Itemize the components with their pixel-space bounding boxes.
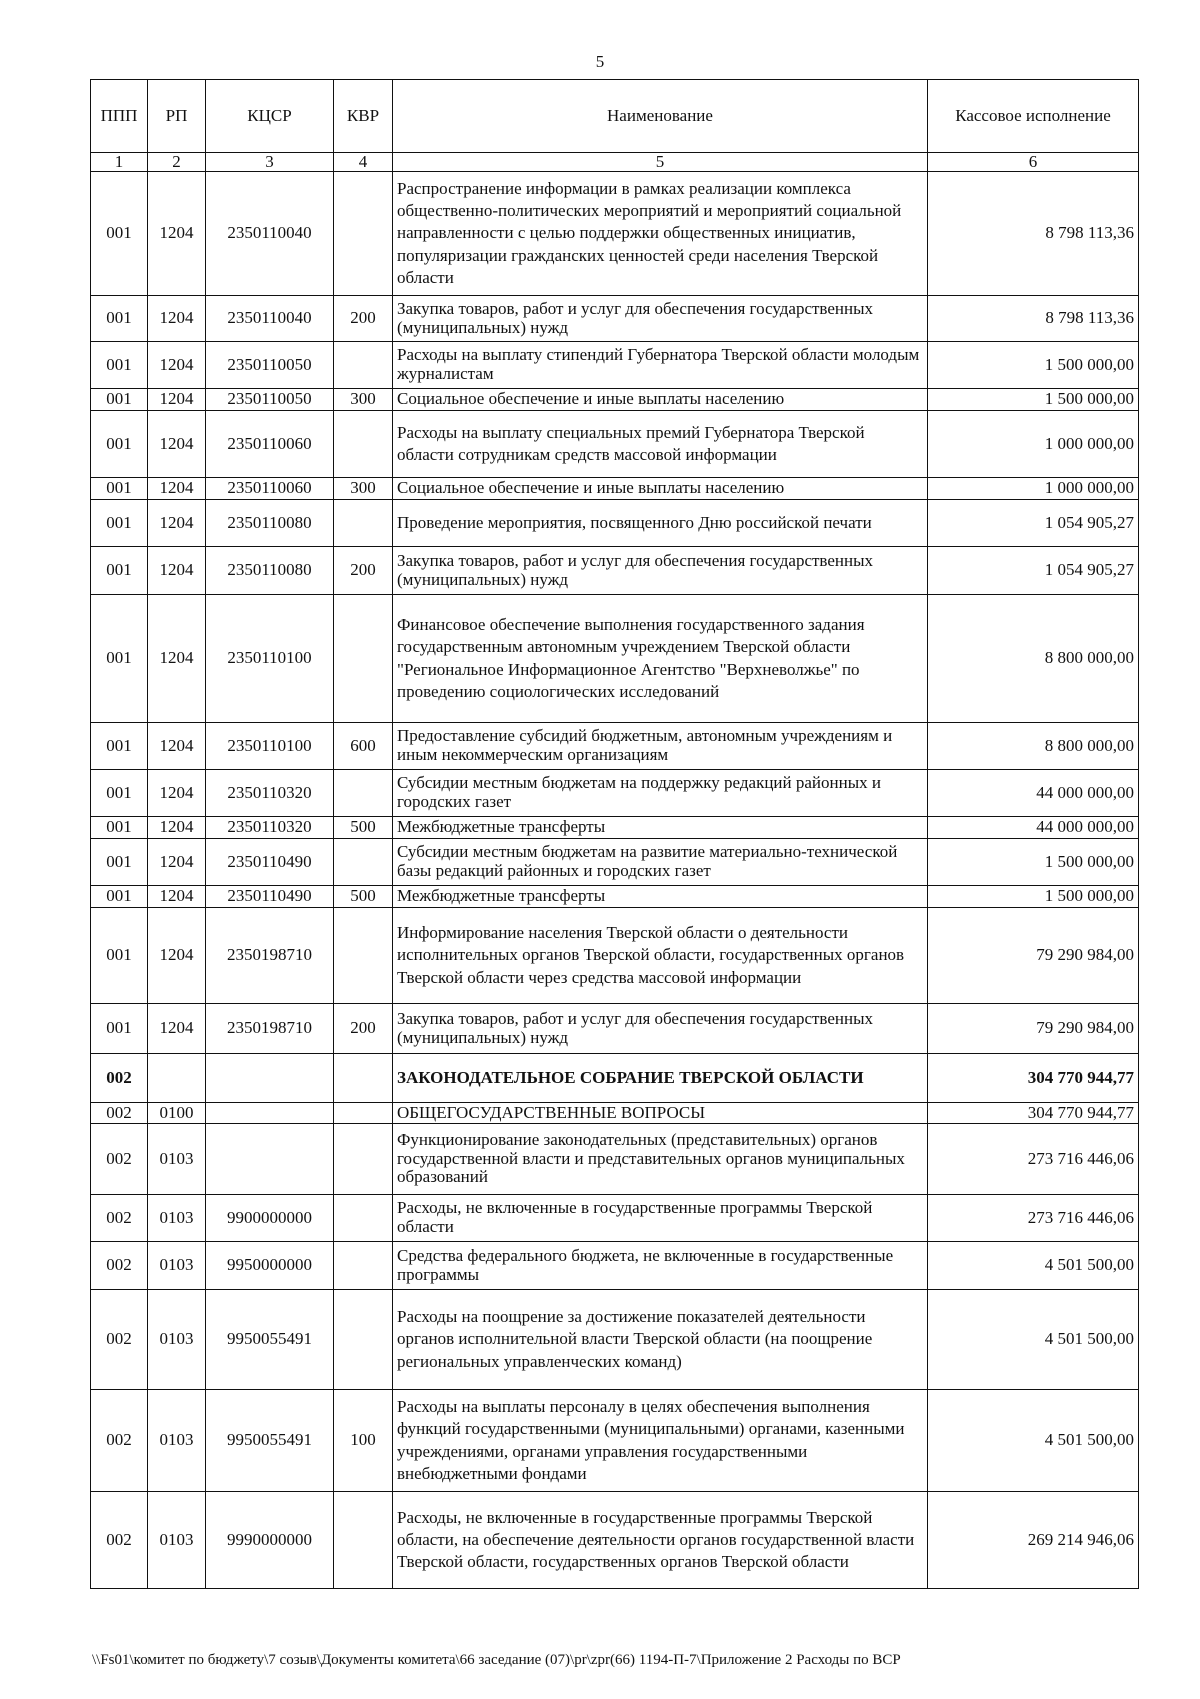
- cell-amount: 4 501 500,00: [928, 1390, 1139, 1492]
- cell-ppp: 001: [91, 1004, 148, 1054]
- cell-rp: 1204: [148, 839, 206, 886]
- table-row: [91, 595, 1139, 723]
- cell-name: Расходы на выплату стипендий Губернатора Тверской области молодым журналистам: [393, 342, 928, 389]
- cell-kvr: 200: [334, 296, 393, 342]
- header-amount: Кассовое исполнение: [928, 80, 1139, 153]
- cell-rp: 1204: [148, 1004, 206, 1054]
- cell-ppp: 001: [91, 723, 148, 770]
- cell-kcsr: 2350198710: [206, 908, 334, 1004]
- cell-kcsr: 2350110100: [206, 595, 334, 723]
- table-row: [91, 1390, 1139, 1492]
- cell-kvr: 600: [334, 723, 393, 770]
- table-row: [91, 1195, 1139, 1242]
- cell-amount: 1 000 000,00: [928, 478, 1139, 500]
- cell-kcsr: 2350110060: [206, 411, 334, 478]
- table-row: [91, 839, 1139, 886]
- cell-rp: 1204: [148, 500, 206, 547]
- cell-kcsr: 9900000000: [206, 1195, 334, 1242]
- cell-name: Закупка товаров, работ и услуг для обеспечения государственных (муниципальных) нужд: [393, 296, 928, 342]
- cell-kcsr: 9950055491: [206, 1290, 334, 1390]
- cell-rp: 1204: [148, 770, 206, 817]
- cell-amount: 1 500 000,00: [928, 389, 1139, 411]
- cell-ppp: 001: [91, 172, 148, 296]
- table-row: [91, 1242, 1139, 1290]
- cell-kvr: [334, 172, 393, 296]
- cell-kcsr: [206, 1124, 334, 1195]
- header-ppp: ППП: [91, 80, 148, 153]
- cell-kvr: 500: [334, 886, 393, 908]
- cell-amount: 1 500 000,00: [928, 886, 1139, 908]
- cell-name: Расходы, не включенные в государственные программы Тверской области, на обеспечение деятельности органов государственной власти Тверской области, государственных органов Тверской области: [393, 1492, 928, 1589]
- header-kvr: КВР: [334, 80, 393, 153]
- table-row: [91, 908, 1139, 1004]
- cell-rp: 1204: [148, 595, 206, 723]
- cell-ppp: 002: [91, 1390, 148, 1492]
- table-row: [91, 886, 1139, 908]
- cell-kcsr: 2350110050: [206, 342, 334, 389]
- cell-kvr: 300: [334, 389, 393, 411]
- cell-kcsr: 2350110080: [206, 547, 334, 595]
- cell-name: Расходы, не включенные в государственные программы Тверской области: [393, 1195, 928, 1242]
- index-cell: 3: [206, 153, 334, 172]
- cell-kvr: 300: [334, 478, 393, 500]
- cell-kvr: [334, 1103, 393, 1124]
- table-row: [91, 1124, 1139, 1195]
- cell-kcsr: 2350110050: [206, 389, 334, 411]
- cell-amount: 304 770 944,77: [928, 1054, 1139, 1103]
- table-row: [91, 817, 1139, 839]
- cell-kvr: 500: [334, 817, 393, 839]
- cell-ppp: 001: [91, 342, 148, 389]
- cell-rp: 1204: [148, 817, 206, 839]
- cell-rp: 0103: [148, 1390, 206, 1492]
- cell-kvr: [334, 1492, 393, 1589]
- cell-ppp: 002: [91, 1124, 148, 1195]
- cell-amount: 4 501 500,00: [928, 1242, 1139, 1290]
- cell-name: Функционирование законодательных (представительных) органов государственной власти и представительных органов муниципальных образований: [393, 1124, 928, 1195]
- header-name: Наименование: [393, 80, 928, 153]
- index-cell: 1: [91, 153, 148, 172]
- cell-ppp: 002: [91, 1054, 148, 1103]
- column-index-row: [91, 153, 1139, 172]
- cell-rp: 0103: [148, 1492, 206, 1589]
- cell-amount: 79 290 984,00: [928, 908, 1139, 1004]
- cell-kcsr: 2350110490: [206, 839, 334, 886]
- cell-name: Субсидии местным бюджетам на поддержку редакций районных и городских газет: [393, 770, 928, 817]
- cell-amount: 1 000 000,00: [928, 411, 1139, 478]
- cell-ppp: 002: [91, 1290, 148, 1390]
- cell-kcsr: 2350110060: [206, 478, 334, 500]
- cell-rp: [148, 1054, 206, 1103]
- cell-amount: 1 054 905,27: [928, 500, 1139, 547]
- cell-name: Расходы на выплату специальных премий Губернатора Тверской области сотрудникам средств массовой информации: [393, 411, 928, 478]
- index-cell: 5: [393, 153, 928, 172]
- table-row: [91, 1103, 1139, 1124]
- cell-ppp: 001: [91, 500, 148, 547]
- cell-kcsr: 2350110490: [206, 886, 334, 908]
- cell-name: Предоставление субсидий бюджетным, автономным учреждениям и иным некоммерческим организациям: [393, 723, 928, 770]
- cell-name: Закупка товаров, работ и услуг для обеспечения государственных (муниципальных) нужд: [393, 547, 928, 595]
- cell-ppp: 001: [91, 908, 148, 1004]
- cell-amount: 304 770 944,77: [928, 1103, 1139, 1124]
- cell-name: Закупка товаров, работ и услуг для обеспечения государственных (муниципальных) нужд: [393, 1004, 928, 1054]
- cell-rp: 1204: [148, 908, 206, 1004]
- cell-kcsr: [206, 1054, 334, 1103]
- cell-ppp: 001: [91, 547, 148, 595]
- cell-name: Субсидии местным бюджетам на развитие материально-технической базы редакций районных и городских газет: [393, 839, 928, 886]
- table-row: [91, 547, 1139, 595]
- table-row: [91, 342, 1139, 389]
- cell-rp: 1204: [148, 389, 206, 411]
- cell-ppp: 001: [91, 817, 148, 839]
- cell-amount: 79 290 984,00: [928, 1004, 1139, 1054]
- cell-kvr: [334, 342, 393, 389]
- cell-kcsr: 2350198710: [206, 1004, 334, 1054]
- cell-name: Распространение информации в рамках реализации комплекса общественно-политических мероприятий и мероприятий социальной направленности с целью поддержки общественных инициатив, популяризации гражданских ценностей среди населения Тверской области: [393, 172, 928, 296]
- cell-kvr: [334, 1242, 393, 1290]
- cell-ppp: 001: [91, 770, 148, 817]
- cell-name: Проведение мероприятия, посвященного Дню российской печати: [393, 500, 928, 547]
- cell-kvr: [334, 908, 393, 1004]
- cell-rp: 1204: [148, 886, 206, 908]
- cell-amount: 269 214 946,06: [928, 1492, 1139, 1589]
- cell-name: Информирование населения Тверской области о деятельности исполнительных органов Тверской области, государственных органов Тверской области через средства массовой информации: [393, 908, 928, 1004]
- cell-amount: 1 054 905,27: [928, 547, 1139, 595]
- table-row: [91, 723, 1139, 770]
- cell-name: Расходы на поощрение за достижение показателей деятельности органов исполнительной власти Тверской области (на поощрение региональных управленческих команд): [393, 1290, 928, 1390]
- cell-name: Социальное обеспечение и иные выплаты населению: [393, 389, 928, 411]
- cell-ppp: 001: [91, 595, 148, 723]
- cell-kcsr: 2350110320: [206, 817, 334, 839]
- cell-amount: 8 798 113,36: [928, 296, 1139, 342]
- cell-rp: 0103: [148, 1290, 206, 1390]
- cell-kvr: [334, 839, 393, 886]
- cell-kcsr: 2350110320: [206, 770, 334, 817]
- file-path-footer: \\Fs01\комитет по бюджету\7 созыв\Документы комитета\66 заседание (07)\pr\zpr(66) 1194-П-7\Приложение 2 Расходы по ВСР: [92, 1652, 901, 1668]
- cell-kvr: 100: [334, 1390, 393, 1492]
- cell-name: Социальное обеспечение и иные выплаты населению: [393, 478, 928, 500]
- cell-amount: 44 000 000,00: [928, 817, 1139, 839]
- table-row: [91, 478, 1139, 500]
- cell-rp: 1204: [148, 342, 206, 389]
- cell-rp: 0100: [148, 1103, 206, 1124]
- cell-amount: 44 000 000,00: [928, 770, 1139, 817]
- cell-kvr: [334, 770, 393, 817]
- cell-rp: 0103: [148, 1242, 206, 1290]
- table-row: [91, 389, 1139, 411]
- cell-amount: 8 798 113,36: [928, 172, 1139, 296]
- cell-kvr: [334, 411, 393, 478]
- cell-ppp: 001: [91, 389, 148, 411]
- page-number: 5: [595, 52, 605, 71]
- table-row: [91, 1054, 1139, 1103]
- header-row: [91, 80, 1139, 153]
- header-rp: РП: [148, 80, 206, 153]
- cell-kvr: [334, 1054, 393, 1103]
- cell-kcsr: 9950055491: [206, 1390, 334, 1492]
- cell-kvr: [334, 1195, 393, 1242]
- index-cell: 2: [148, 153, 206, 172]
- cell-ppp: 002: [91, 1492, 148, 1589]
- cell-kcsr: 9990000000: [206, 1492, 334, 1589]
- cell-amount: 4 501 500,00: [928, 1290, 1139, 1390]
- cell-amount: 273 716 446,06: [928, 1195, 1139, 1242]
- index-cell: 4: [334, 153, 393, 172]
- table-row: [91, 172, 1139, 296]
- table-row: [91, 1492, 1139, 1589]
- cell-kvr: 200: [334, 547, 393, 595]
- cell-amount: 8 800 000,00: [928, 595, 1139, 723]
- cell-kcsr: 9950000000: [206, 1242, 334, 1290]
- cell-rp: 1204: [148, 547, 206, 595]
- cell-name: ОБЩЕГОСУДАРСТВЕННЫЕ ВОПРОСЫ: [393, 1103, 928, 1124]
- cell-ppp: 001: [91, 886, 148, 908]
- table-row: [91, 1290, 1139, 1390]
- table-row: [91, 1004, 1139, 1054]
- cell-ppp: 002: [91, 1195, 148, 1242]
- cell-amount: 1 500 000,00: [928, 839, 1139, 886]
- cell-kcsr: 2350110100: [206, 723, 334, 770]
- table-row: [91, 500, 1139, 547]
- table-row: [91, 296, 1139, 342]
- cell-name: Межбюджетные трансферты: [393, 886, 928, 908]
- cell-ppp: 002: [91, 1242, 148, 1290]
- table-row: [91, 770, 1139, 817]
- cell-name: Средства федерального бюджета, не включенные в государственные программы: [393, 1242, 928, 1290]
- cell-name: ЗАКОНОДАТЕЛЬНОЕ СОБРАНИЕ ТВЕРСКОЙ ОБЛАСТИ: [393, 1054, 928, 1103]
- cell-rp: 1204: [148, 723, 206, 770]
- cell-ppp: 001: [91, 478, 148, 500]
- cell-ppp: 001: [91, 296, 148, 342]
- cell-rp: 1204: [148, 296, 206, 342]
- cell-ppp: 001: [91, 411, 148, 478]
- cell-kcsr: 2350110040: [206, 296, 334, 342]
- cell-kcsr: 2350110040: [206, 172, 334, 296]
- cell-rp: 0103: [148, 1195, 206, 1242]
- cell-name: Финансовое обеспечение выполнения государственного задания государственным автономным учреждением Тверской области "Региональное Информационное Агентство "Верхневолжье" по проведению социологических исследований: [393, 595, 928, 723]
- cell-kvr: [334, 595, 393, 723]
- cell-rp: 0103: [148, 1124, 206, 1195]
- cell-amount: 8 800 000,00: [928, 723, 1139, 770]
- cell-rp: 1204: [148, 172, 206, 296]
- cell-kvr: [334, 500, 393, 547]
- table-row: [91, 411, 1139, 478]
- cell-amount: 1 500 000,00: [928, 342, 1139, 389]
- cell-name: Расходы на выплаты персоналу в целях обеспечения выполнения функций государственными (муниципальными) органами, казенными учреждениями, органами управления государственными внебюджетными фондами: [393, 1390, 928, 1492]
- header-kcsr: КЦСР: [206, 80, 334, 153]
- cell-kcsr: 2350110080: [206, 500, 334, 547]
- cell-ppp: 002: [91, 1103, 148, 1124]
- cell-kvr: [334, 1290, 393, 1390]
- budget-table: [90, 79, 1139, 1589]
- index-cell: 6: [928, 153, 1139, 172]
- cell-name: Межбюджетные трансферты: [393, 817, 928, 839]
- cell-kcsr: [206, 1103, 334, 1124]
- cell-kvr: [334, 1124, 393, 1195]
- cell-amount: 273 716 446,06: [928, 1124, 1139, 1195]
- cell-kvr: 200: [334, 1004, 393, 1054]
- cell-rp: 1204: [148, 411, 206, 478]
- cell-ppp: 001: [91, 839, 148, 886]
- cell-rp: 1204: [148, 478, 206, 500]
